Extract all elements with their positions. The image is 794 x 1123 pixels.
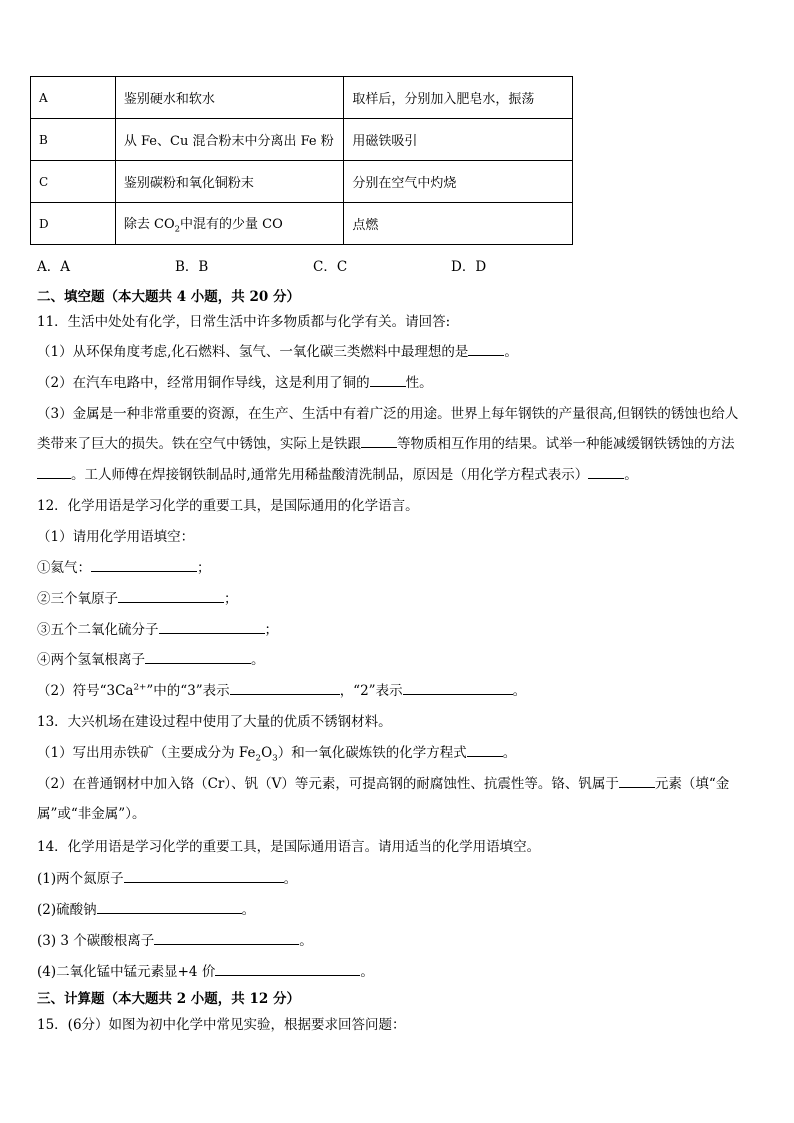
table-row [31, 77, 573, 119]
question-14-item1: (1)两个氮原子 。 [37, 871, 298, 887]
answer-blank[interactable] [467, 744, 503, 757]
answer-blank[interactable] [215, 963, 360, 976]
answer-blank[interactable] [124, 870, 284, 883]
method-cell: 取样后，分别加入肥皂水，振荡 [344, 77, 573, 119]
experiment-cell: 鉴别硬水和软水 [115, 77, 344, 119]
question-11-part3-cont: 类带来了巨大的损失。铁在空气中锈蚀，实际上是铁跟 等物质相互作用的结果。试举一种能减缓钢铁锈蚀的方法 [37, 436, 735, 452]
answer-blank[interactable] [118, 590, 224, 603]
answer-blank[interactable] [91, 559, 197, 572]
experiment-cell: 从 Fe、Cu 混合粉末中分离出 Fe 粉 [115, 119, 344, 161]
choice-d[interactable]: D．D [451, 259, 487, 275]
answer-blank[interactable] [468, 343, 504, 356]
answer-blank[interactable] [145, 651, 251, 664]
option-letter: C [31, 161, 116, 203]
question-11-part3: （3）金属是一种非常重要的资源，在生产、生活中有着广泛的用途。世界上每年钢铁的产量很高,但钢铁的锈蚀也给人 [37, 406, 739, 422]
answer-blank[interactable] [230, 682, 340, 695]
options-table [30, 76, 573, 245]
question-13-part1: （1）写出用赤铁矿（主要成分为 $Fe_2O_3$）和一氧化碳炼铁的化学方程式 。 [37, 745, 517, 764]
option-letter: D [31, 203, 116, 245]
answer-blank[interactable] [97, 901, 242, 914]
section-title-fill-blank: 二、填空题（本大题共 4 小题，共 20 分） [37, 289, 300, 305]
table-row [31, 161, 573, 203]
question-14-stem: 14．化学用语是学习化学的重要工具，是国际通用语言。请用适当的化学用语填空。 [37, 839, 541, 855]
question-14-item4: (4)二氧化锰中锰元素显+4 价 。 [37, 964, 374, 980]
answer-blank[interactable] [159, 621, 265, 634]
choice-a[interactable]: A．A [37, 259, 70, 275]
answer-blank[interactable] [588, 466, 624, 479]
question-12-item4: ④两个氢氧根离子 。 [37, 652, 265, 668]
experiment-cell: 鉴别碳粉和氧化铜粉末 [115, 161, 344, 203]
table-row [31, 119, 573, 161]
method-cell: 点燃 [344, 203, 573, 245]
option-letter: A [31, 77, 116, 119]
answer-blank[interactable] [361, 435, 397, 448]
answer-blank[interactable] [370, 374, 406, 387]
answer-blank[interactable] [154, 932, 299, 945]
question-12-part2: （2）符号“$3Ca^{2+}$”中的“3”表示 ，“2”表示 。 [37, 682, 527, 699]
question-12-item1: ①氦气： ； [37, 560, 211, 576]
question-13-part2-cont: 属”或“非金属”）。 [37, 806, 146, 822]
answer-blank[interactable] [619, 775, 655, 788]
question-11-part3-cont: 。工人师傅在焊接钢铁制品时,通常先用稀盐酸清洗制品，原因是（用化学方程式表示） 。 [37, 463, 638, 483]
question-12-item3: ③五个二氧化硫分子 ； [37, 622, 278, 638]
answer-blank[interactable] [37, 466, 71, 479]
question-11-part1: （1）从环保角度考虑,化石燃料、氢气、一氧化碳三类燃料中最理想的是 。 [37, 344, 518, 360]
table-row [31, 203, 573, 245]
option-letter: B [31, 119, 116, 161]
question-12-part1: （1）请用化学用语填空： [37, 529, 195, 545]
experiment-cell: 除去 $CO_2$中混有的少量 CO [115, 203, 344, 245]
question-14-item3: (3) 3 个碳酸根离子 。 [37, 933, 313, 949]
choice-c[interactable]: C．C [313, 259, 348, 275]
question-11-stem: 11．生活中处处有化学，日常生活中许多物质都与化学有关。请回答: [37, 314, 451, 330]
question-15-stem: 15．(6分）如图为初中化学中常见实验，根据要求回答问题： [37, 1017, 406, 1033]
answer-blank[interactable] [403, 682, 513, 695]
answer-choices [37, 255, 589, 275]
choice-b[interactable]: B．B [175, 259, 209, 275]
method-cell: 用磁铁吸引 [344, 119, 573, 161]
question-14-item2: (2)硫酸钠 。 [37, 902, 256, 918]
question-11-part2: （2）在汽车电路中，经常用铜作导线，这是利用了铜的 性。 [37, 375, 433, 391]
method-cell: 分别在空气中灼烧 [344, 161, 573, 203]
question-12-item2: ②三个氧原子 ； [37, 591, 238, 607]
question-13-part2: （2）在普通钢材中加入铬（Cr）、钒（V）等元素，可提高钢的耐腐蚀性、抗震性等。铬、钒属于 元素（填“金 [37, 776, 730, 792]
question-13-stem: 13．大兴机场在建设过程中使用了大量的优质不锈钢材料。 [37, 714, 392, 730]
section-title-calculation: 三、计算题（本大题共 2 小题，共 12 分） [37, 991, 300, 1007]
question-12-stem: 12．化学用语是学习化学的重要工具，是国际通用的化学语言。 [37, 498, 419, 514]
